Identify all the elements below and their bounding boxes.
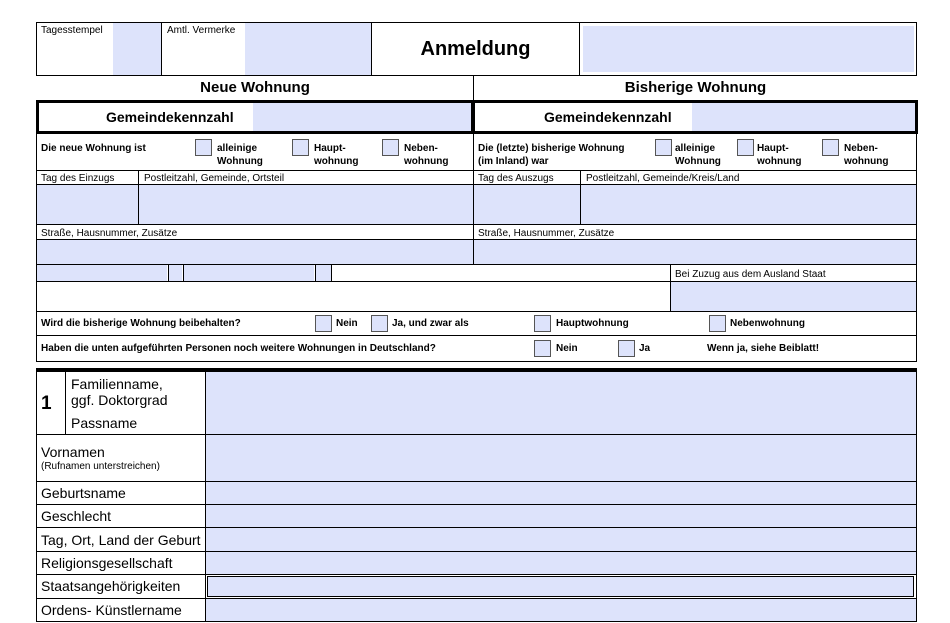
row-line	[37, 170, 916, 171]
plz-alt-label: Postleitzahl, Gemeinde/Kreis/Land	[586, 173, 740, 184]
neue-wohnung-ist-label: Die neue Wohnung ist	[41, 143, 146, 154]
beibehalten-haupt-checkbox[interactable]	[534, 315, 551, 332]
geschlecht-field[interactable]	[206, 505, 916, 527]
strasse-neu-field[interactable]	[37, 240, 473, 264]
auszug-field[interactable]	[474, 185, 580, 224]
plz-alt-field[interactable]	[581, 185, 916, 224]
weitere-ja-checkbox[interactable]	[618, 340, 635, 357]
ausland-label: Bei Zuzug aus dem Ausland Staat	[675, 269, 826, 280]
person-number: 1	[41, 393, 52, 414]
strasse-alt-label: Straße, Hausnummer, Zusätze	[478, 228, 615, 239]
gemeindekennzahl-label-right: Gemeindekennzahl	[544, 109, 672, 125]
zusatz-field-2[interactable]	[169, 265, 182, 281]
religion-label: Religionsgesellschaft	[41, 555, 173, 571]
strasse-alt-field[interactable]	[474, 240, 916, 264]
neue-neben-label-2: wohnung	[404, 156, 449, 167]
person-number-divider	[65, 372, 66, 434]
header-right-field[interactable]	[583, 26, 914, 72]
tagesstempel-label: Tagesstempel	[41, 25, 103, 36]
neue-alleinige-label-2: Wohnung	[217, 156, 263, 167]
bisherige-neben-label-1: Neben-	[844, 143, 878, 154]
bisherige-alleinige-label-1: alleinige	[675, 143, 716, 154]
beibehalten-haupt-label: Hauptwohnung	[556, 318, 629, 329]
beibehalten-nein-label: Nein	[336, 318, 358, 329]
passname-label: Passname	[71, 415, 138, 431]
staat-field[interactable]	[207, 576, 914, 597]
gemeindekennzahl-field-right[interactable]	[692, 103, 915, 131]
neue-alleinige-checkbox[interactable]	[195, 139, 212, 156]
familienname-label-1: Familienname,	[71, 376, 163, 392]
neue-alleinige-label-1: alleinige	[217, 143, 258, 154]
bisherige-neben-checkbox[interactable]	[822, 139, 839, 156]
geburt-field[interactable]	[206, 528, 916, 551]
neue-neben-checkbox[interactable]	[382, 139, 399, 156]
bisherige-alleinige-checkbox[interactable]	[655, 139, 672, 156]
bisherige-haupt-checkbox[interactable]	[737, 139, 754, 156]
neue-neben-label-1: Neben-	[404, 143, 438, 154]
strasse-neu-label: Straße, Hausnummer, Zusätze	[41, 228, 178, 239]
orden-field[interactable]	[206, 599, 916, 621]
weitere-hint: Wenn ja, siehe Beiblatt!	[707, 343, 820, 354]
vornamen-field[interactable]	[206, 435, 916, 481]
beibehalten-nein-checkbox[interactable]	[315, 315, 332, 332]
beibehalten-question: Wird die bisherige Wohnung beibehalten?	[41, 318, 241, 329]
section-divider	[473, 76, 474, 100]
gemeindekennzahl-field-left[interactable]	[253, 103, 471, 131]
bisherige-alleinige-label-2: Wohnung	[675, 156, 721, 167]
beibehalten-neben-label: Nebenwohnung	[730, 318, 805, 329]
familienname-label-2: ggf. Doktorgrad	[71, 392, 168, 408]
gemeindekennzahl-label-left: Gemeindekennzahl	[106, 109, 234, 125]
beibehalten-ja-checkbox[interactable]	[371, 315, 388, 332]
section-bisherige-wohnung: Bisherige Wohnung	[624, 79, 767, 96]
einzug-label: Tag des Einzugs	[41, 173, 115, 184]
neue-haupt-label-1: Haupt-	[314, 143, 346, 154]
weitere-nein-label: Nein	[556, 343, 578, 354]
plz-neu-label: Postleitzahl, Gemeinde, Ortsteil	[144, 173, 285, 184]
row-line	[37, 574, 916, 575]
neue-haupt-label-2: wohnung	[314, 156, 359, 167]
religion-field[interactable]	[206, 552, 916, 574]
geburt-label: Tag, Ort, Land der Geburt	[41, 532, 201, 548]
vornamen-label: Vornamen	[41, 444, 105, 460]
row-line	[37, 224, 916, 225]
ausland-field[interactable]	[671, 282, 916, 311]
bisherige-war-label-2: (im Inland) war	[478, 156, 549, 167]
vornamen-hint: (Rufnamen unterstreichen)	[41, 461, 160, 472]
vermerke-label: Amtl. Vermerke	[167, 25, 236, 36]
zusatz-field-1[interactable]	[37, 265, 167, 281]
geschlecht-label: Geschlecht	[41, 508, 112, 524]
beibehalten-neben-checkbox[interactable]	[709, 315, 726, 332]
col-line	[331, 265, 332, 281]
geburtsname-label: Geburtsname	[41, 485, 126, 501]
row-line	[37, 335, 916, 336]
plz-neu-field[interactable]	[139, 185, 473, 224]
tagesstempel-field[interactable]	[113, 23, 161, 75]
auszug-label: Tag des Auszugs	[478, 173, 554, 184]
geburtsname-field[interactable]	[206, 482, 916, 504]
weitere-ja-label: Ja	[639, 343, 651, 354]
staat-label: Staatsangehörigkeiten	[41, 578, 181, 594]
zusatz-field-3[interactable]	[184, 265, 314, 281]
vermerke-field[interactable]	[245, 23, 371, 75]
bisherige-haupt-label-1: Haupt-	[757, 143, 789, 154]
beibehalten-ja-label: Ja, und zwar als	[392, 318, 469, 329]
neue-haupt-checkbox[interactable]	[292, 139, 309, 156]
zusatz-field-4[interactable]	[316, 265, 331, 281]
section-neue-wohnung: Neue Wohnung	[200, 79, 310, 96]
page-title: Anmeldung	[420, 38, 531, 60]
weitere-nein-checkbox[interactable]	[534, 340, 551, 357]
einzug-field[interactable]	[37, 185, 138, 224]
bisherige-haupt-label-2: wohnung	[757, 156, 802, 167]
weitere-question: Haben die unten aufgeführten Personen noch weitere Wohnungen in Deutschland?	[41, 343, 436, 354]
bisherige-neben-label-2: wohnung	[844, 156, 889, 167]
bisherige-war-label-1: Die (letzte) bisherige Wohnung	[478, 143, 625, 154]
familienname-field[interactable]	[206, 372, 916, 434]
row-line	[37, 311, 916, 312]
orden-label: Ordens- Künstlername	[41, 602, 182, 618]
